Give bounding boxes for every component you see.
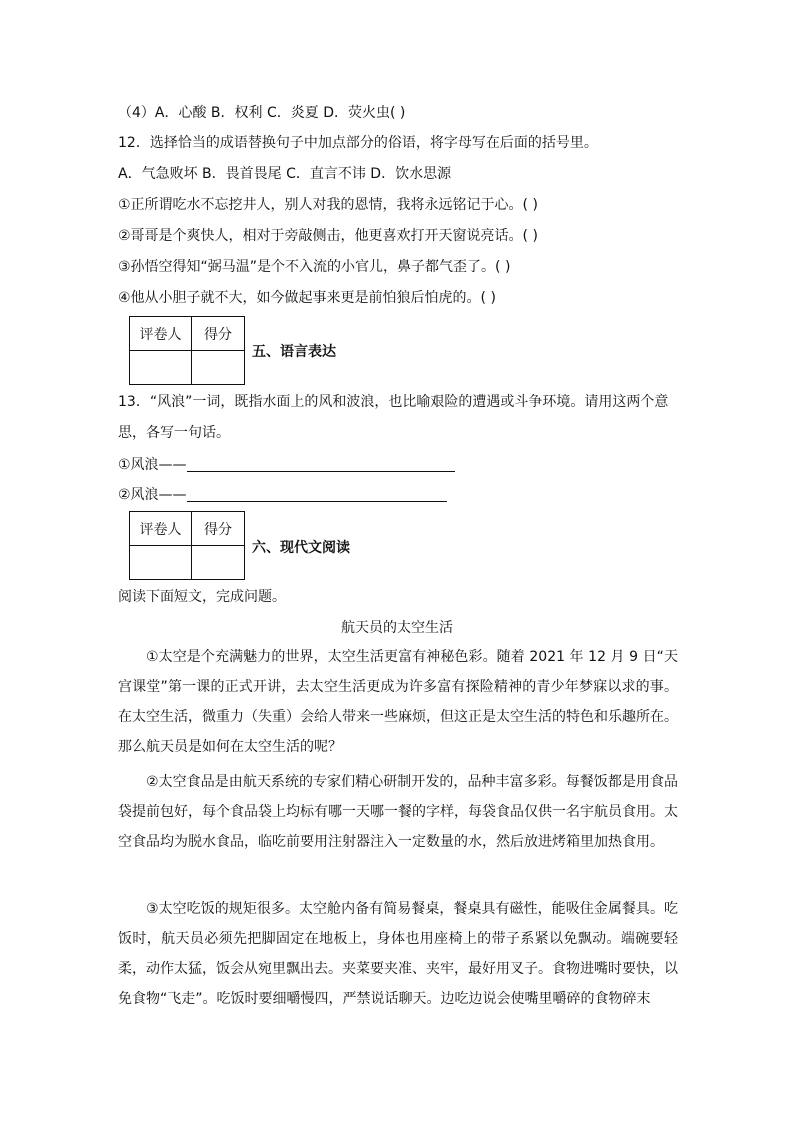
reading-intro: 阅读下面短文，完成问题。 [118, 589, 286, 605]
article-title: 航天员的太空生活 [341, 620, 453, 636]
grader-label: 评卷人 [130, 512, 192, 546]
grader-label: 评卷人 [130, 317, 192, 351]
article-paragraph-1: ①太空是个充满魅力的世界，太空生活更富有神秘色彩。随着 2021 年 12 月 9 日“天宫课堂”第一课的正式开讲，去太空生活更成为许多富有探险精神的青少年梦寐以求的事。在太空生活，微重力（失重）会给人带来一些麻烦，但这正是太空生活的特色和乐趣所在。那么航天员是如何在太空生活的呢？ [118, 649, 678, 755]
article-paragraph-2: ②太空食品是由航天系统的专家们精心研制开发的，品种丰富多彩。每餐饭都是用食品袋提前包好，每个食品袋上均标有哪一天哪一餐的字样，每袋食品仅供一名宇航员食用。太空食品均为脱水食品，临吃前要用注射器注入一定数量的水，然后放进烤箱里加热食用。 [118, 774, 678, 850]
score-cell[interactable] [192, 546, 245, 580]
q13-stem-line-1: 13．“风浪”一词，既指水面上的风和波浪，也比喻艰险的遭遇或斗争环境。请用这两个意 [118, 394, 669, 410]
grader-cell[interactable] [130, 351, 192, 385]
score-cell[interactable] [192, 351, 245, 385]
article-paragraph-3: ③太空吃饭的规矩很多。太空舱内备有简易餐桌，餐桌具有磁性，能吸住金属餐具。吃饭时，航天员必须先把脚固定在地板上，身体也用座椅上的带子系紧以免飘动。端碗要轻柔，动作太猛，饭会从宛里飘出去。夹菜要夹准、夹牢，最好用叉子。食物进嘴时要快，以免食物“飞走”。吃饭时要细嚼慢四，严禁说话聊天。边吃边说会使嘴里嚼碎的食物碎末 [118, 901, 678, 1007]
q13-answer-2-blank[interactable] [187, 487, 447, 502]
score-label: 得分 [192, 512, 245, 546]
q11-item-4: （4）A．心酸 B．权利 C．炎夏 D．荧火虫( ) [118, 105, 406, 121]
grader-cell[interactable] [130, 546, 192, 580]
section-5-title: 五、语言表达 [252, 344, 336, 360]
q13-stem-line-2: 思，各写一句话。 [118, 425, 230, 441]
q13-answer-2-label: ②风浪—— [118, 487, 187, 503]
score-table-section-5 [129, 316, 245, 385]
q12-sentence-2: ②哥哥是个爽快人，相对于旁敲侧击，他更喜欢打开天窗说亮话。( ) [118, 228, 538, 244]
q12-sentence-3: ③孙悟空得知“弼马温”是个不入流的小官儿，鼻子都气歪了。( ) [118, 259, 511, 275]
q12-options: A．气急败坏 B．畏首畏尾 C．直言不讳 D．饮水思源 [118, 166, 452, 182]
q12-sentence-4: ④他从小胆子就不大，如今做起事来更是前怕狼后怕虎的。( ) [118, 290, 496, 306]
q12-stem: 12．选择恰当的成语替换句子中加点部分的俗语，将字母写在后面的括号里。 [118, 135, 598, 151]
q13-answer-1 [118, 456, 455, 474]
q13-answer-2 [118, 486, 447, 504]
q13-answer-1-blank[interactable] [187, 457, 455, 472]
score-table-section-6 [129, 511, 245, 580]
score-label: 得分 [192, 317, 245, 351]
section-6-title: 六、现代文阅读 [252, 540, 350, 556]
q12-sentence-1: ①正所谓吃水不忘挖井人，别人对我的恩情，我将永远铭记于心。( ) [118, 197, 538, 213]
q13-answer-1-label: ①风浪—— [118, 457, 187, 473]
